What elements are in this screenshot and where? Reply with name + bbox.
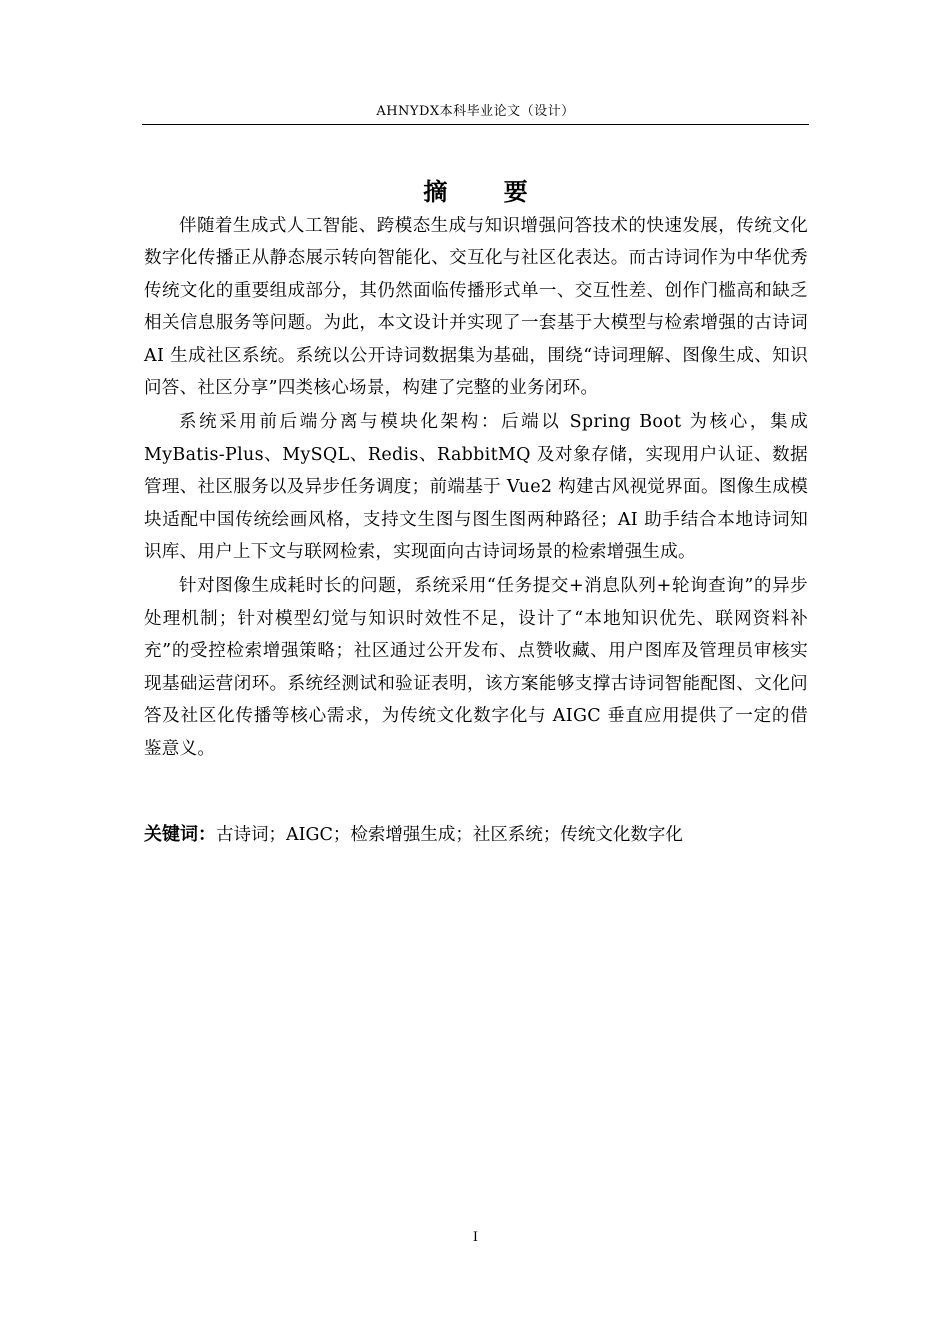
keywords-label: 关键词： — [144, 824, 216, 845]
abstract-paragraph-2: 系统采用前后端分离与模块化架构：后端以 Spring Boot 为核心，集成 MyBatis-Plus、MySQL、Redis、RabbitMQ 及对象存储，实现用户认证、数据管理、社区服务以及异步任务调度；前端基于 Vue2 构建古风视觉界面。图像生成模块适配中国传统绘画风格，支持文生图与图生图两种路径；AI 助手结合本地诗词知识库、用户上下文与联网检索，实现面向古诗词场景的检索增强生成。 — [144, 412, 808, 563]
keywords-line — [144, 820, 808, 850]
page-number: I — [472, 1230, 479, 1245]
keywords-values: 古诗词；AIGC；检索增强生成；社区系统；传统文化数字化 — [216, 825, 683, 845]
abstract-paragraph-3: 针对图像生成耗时长的问题，系统采用“任务提交+消息队列+轮询查询”的异步处理机制；针对模型幻觉与知识时效性不足，设计了“本地知识优先、联网资料补充”的受控检索增强策略；社区通过公开发布、点赞收藏、用户图库及管理员审核实现基础运营闭环。系统经测试和验证表明，该方案能够支撑古诗词智能配图、文化问答及社区化传播等核心需求，为传统文化数字化与 AIGC 垂直应用提供了一定的借鉴意义。 — [144, 576, 808, 759]
header-rule — [142, 124, 809, 125]
running-header: AHNYDX本科毕业论文（设计） — [376, 104, 575, 119]
abstract-paragraph-1: 伴随着生成式人工智能、跨模态生成与知识增强问答技术的快速发展，传统文化数字化传播正从静态展示转向智能化、交互化与社区化表达。而古诗词作为中华优秀传统文化的重要组成部分，其仍然面临传播形式单一、交互性差、创作门槛高和缺乏相关信息服务等问题。为此，本文设计并实现了一套基于大模型与检索增强的古诗词 AI 生成社区系统。系统以公开诗词数据集为基础，围绕“诗词理解、图像生成、知识问答、社区分享”四类核心场景，构建了完整的业务闭环。 — [144, 216, 808, 399]
abstract-title: 摘 要 — [423, 178, 552, 206]
abstract-body — [144, 210, 808, 767]
